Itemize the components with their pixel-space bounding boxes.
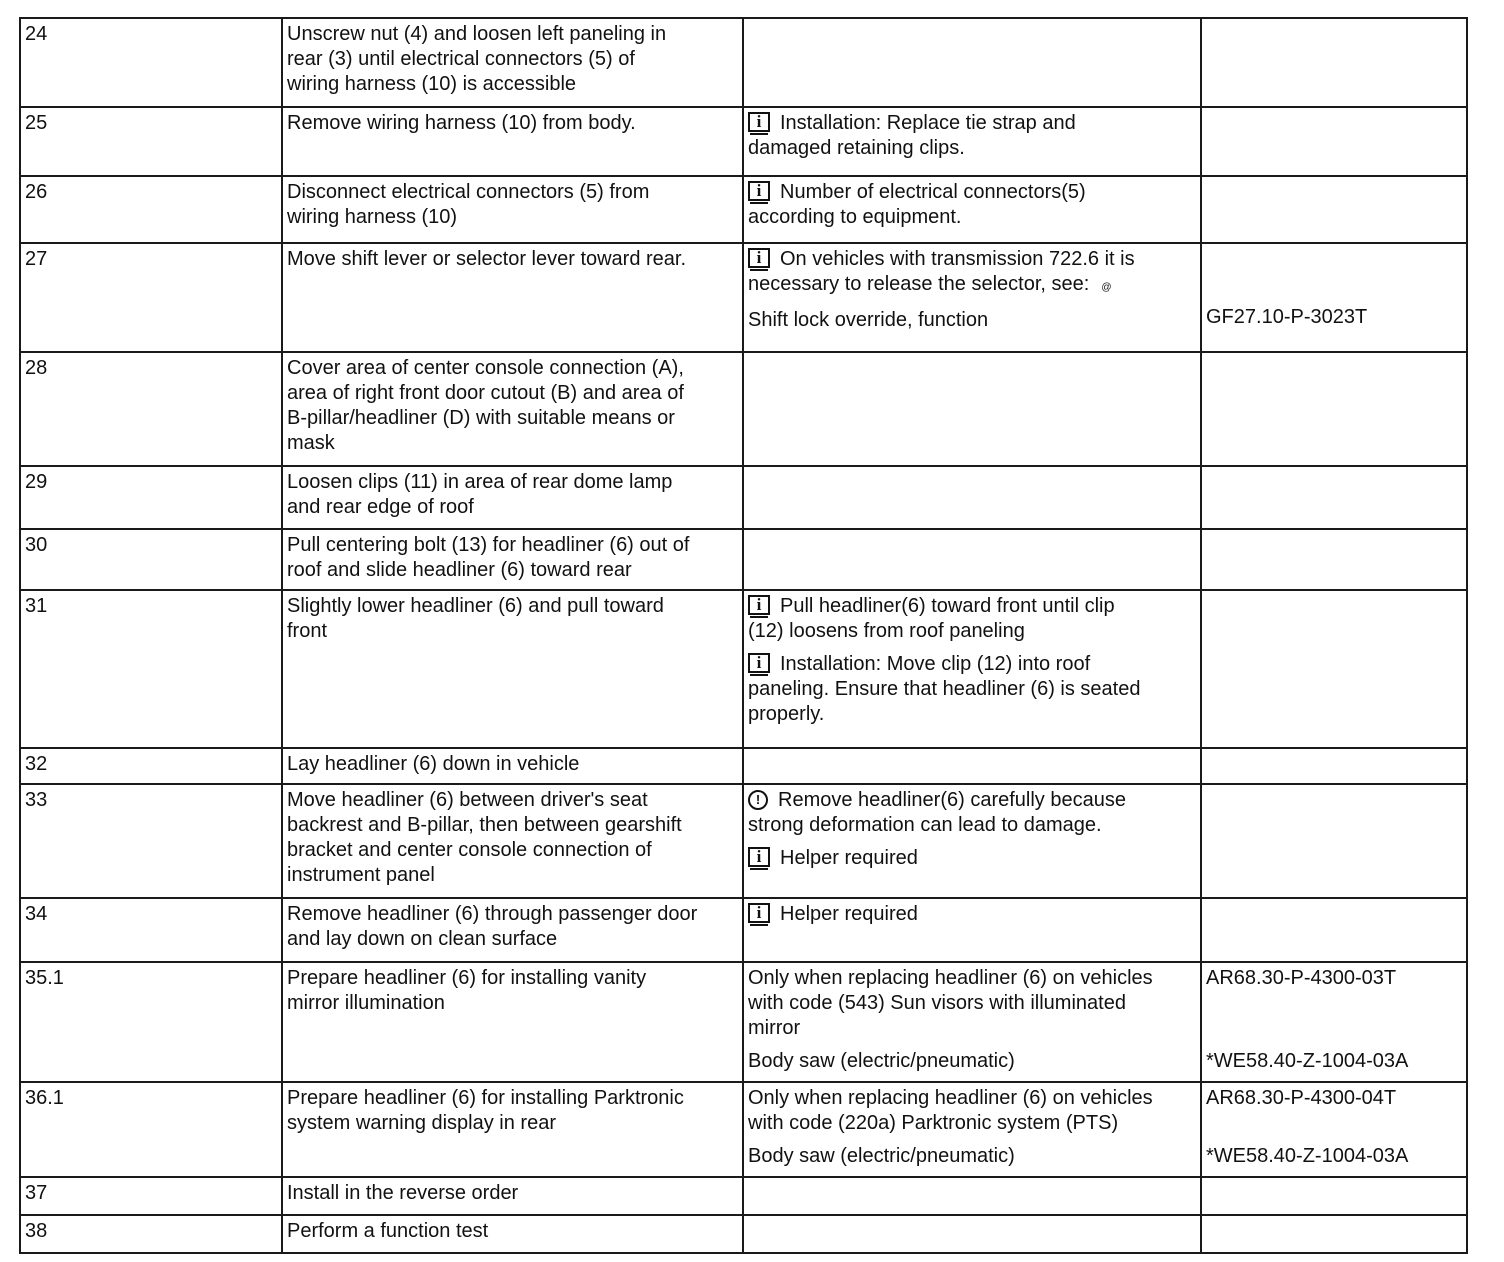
reference-cell: [1201, 107, 1467, 176]
step-number: 38: [20, 1215, 282, 1253]
document-link[interactable]: Shift lock override, function: [748, 309, 989, 331]
step-number: 27: [20, 243, 282, 352]
table-row: [20, 176, 1467, 243]
info-icon: i: [748, 112, 770, 132]
table-row: [20, 529, 1467, 590]
table-row: [20, 784, 1467, 898]
notes-cell: [743, 748, 1201, 784]
notes-cell: i Helper required: [743, 898, 1201, 962]
table-row: [20, 748, 1467, 784]
reference-cell: [1201, 898, 1467, 962]
table-row: [20, 1082, 1467, 1177]
document-reference[interactable]: GF27.10-P-3023T: [1206, 306, 1368, 328]
step-text: Prepare headliner (6) for installing vanity mirror illumination: [282, 962, 743, 1082]
notes-cell: i Installation: Replace tie strap and damaged retaining clips.: [743, 107, 1201, 176]
reference-cell: [1201, 1082, 1467, 1177]
warning-icon: !: [748, 790, 768, 810]
step-text: Move headliner (6) between driver's seat backrest and B-pillar, then between gearshift bracket and center console connection of instrument panel: [282, 784, 743, 898]
table-row: [20, 18, 1467, 107]
table-row: [20, 1215, 1467, 1253]
info-icon: i: [748, 653, 770, 673]
info-icon: i: [748, 181, 770, 201]
step-text: Disconnect electrical connectors (5) from wiring harness (10): [282, 176, 743, 243]
document-reference[interactable]: AR68.30-P-4300-03T: [1206, 967, 1397, 989]
notes-cell: [743, 466, 1201, 529]
step-number: 33: [20, 784, 282, 898]
table-row: [20, 962, 1467, 1082]
table-row: [20, 1177, 1467, 1215]
step-text: Move shift lever or selector lever toward rear.: [282, 243, 743, 352]
step-number: 30: [20, 529, 282, 590]
link-icon: @: [1101, 282, 1112, 293]
notes-cell: Only when replacing headliner (6) on vehicles with code (220a) Parktronic system (PTS) Body saw (electric/pneumatic): [743, 1082, 1201, 1177]
info-icon: i: [748, 903, 770, 923]
step-text: Pull centering bolt (13) for headliner (6) out of roof and slide headliner (6) toward rear: [282, 529, 743, 590]
notes-cell: [743, 1215, 1201, 1253]
table-row: [20, 352, 1467, 466]
step-number: 25: [20, 107, 282, 176]
reference-cell: [1201, 962, 1467, 1082]
notes-cell: ! Remove headliner(6) carefully because strong deformation can lead to damage. i Helper required: [743, 784, 1201, 898]
tool-name: Body saw (electric/pneumatic): [748, 1145, 1015, 1167]
step-number: 28: [20, 352, 282, 466]
step-number: 36.1: [20, 1082, 282, 1177]
tool-reference[interactable]: *WE58.40-Z-1004-03A: [1206, 1145, 1409, 1167]
step-number: 35.1: [20, 962, 282, 1082]
reference-cell: [1201, 1215, 1467, 1253]
step-text: Prepare headliner (6) for installing Parktronic system warning display in rear: [282, 1082, 743, 1177]
notes-cell: i Pull headliner(6) toward front until clip (12) loosens from roof paneling i Installation: Move clip (12) into roof paneling. Ensure that headliner (6) is seated properly.: [743, 590, 1201, 748]
reference-cell: [1201, 784, 1467, 898]
step-number: 29: [20, 466, 282, 529]
reference-cell: [1201, 590, 1467, 748]
document-reference[interactable]: AR68.30-P-4300-04T: [1206, 1087, 1397, 1109]
info-icon: i: [748, 847, 770, 867]
reference-cell: [1201, 748, 1467, 784]
reference-cell: [1201, 1177, 1467, 1215]
notes-cell: i On vehicles with transmission 722.6 it is necessary to release the selector, see: @ Shift lock override, function: [743, 243, 1201, 352]
step-text: Unscrew nut (4) and loosen left paneling in rear (3) until electrical connectors (5) of wiring harness (10) is accessible: [282, 18, 743, 107]
step-text: Cover area of center console connection (A), area of right front door cutout (B) and area of B-pillar/headliner (D) with suitable means or mask: [282, 352, 743, 466]
notes-cell: i Number of electrical connectors(5) according to equipment.: [743, 176, 1201, 243]
info-icon: i: [748, 595, 770, 615]
step-text: Remove wiring harness (10) from body.: [282, 107, 743, 176]
reference-cell: [1201, 529, 1467, 590]
notes-cell: Only when replacing headliner (6) on vehicles with code (543) Sun visors with illuminated mirror Body saw (electric/pneumatic): [743, 962, 1201, 1082]
reference-cell: [1201, 243, 1467, 352]
table-row: [20, 243, 1467, 352]
step-text: Perform a function test: [282, 1215, 743, 1253]
step-text: Loosen clips (11) in area of rear dome lamp and rear edge of roof: [282, 466, 743, 529]
step-number: 32: [20, 748, 282, 784]
tool-reference[interactable]: *WE58.40-Z-1004-03A: [1206, 1050, 1409, 1072]
tool-name: Body saw (electric/pneumatic): [748, 1050, 1015, 1072]
reference-cell: [1201, 18, 1467, 107]
step-number: 34: [20, 898, 282, 962]
step-number: 31: [20, 590, 282, 748]
step-text: Remove headliner (6) through passenger door and lay down on clean surface: [282, 898, 743, 962]
step-number: 37: [20, 1177, 282, 1215]
table-row: [20, 466, 1467, 529]
table-row: [20, 590, 1467, 748]
reference-cell: [1201, 352, 1467, 466]
step-number: 26: [20, 176, 282, 243]
info-icon: i: [748, 248, 770, 268]
table-row: [20, 107, 1467, 176]
step-text: Install in the reverse order: [282, 1177, 743, 1215]
step-text: Slightly lower headliner (6) and pull toward front: [282, 590, 743, 748]
notes-cell: [743, 1177, 1201, 1215]
procedure-table: [19, 17, 1468, 1254]
reference-cell: [1201, 176, 1467, 243]
step-text: Lay headliner (6) down in vehicle: [282, 748, 743, 784]
step-number: 24: [20, 18, 282, 107]
table-row: [20, 898, 1467, 962]
notes-cell: [743, 18, 1201, 107]
notes-cell: [743, 529, 1201, 590]
reference-cell: [1201, 466, 1467, 529]
notes-cell: [743, 352, 1201, 466]
